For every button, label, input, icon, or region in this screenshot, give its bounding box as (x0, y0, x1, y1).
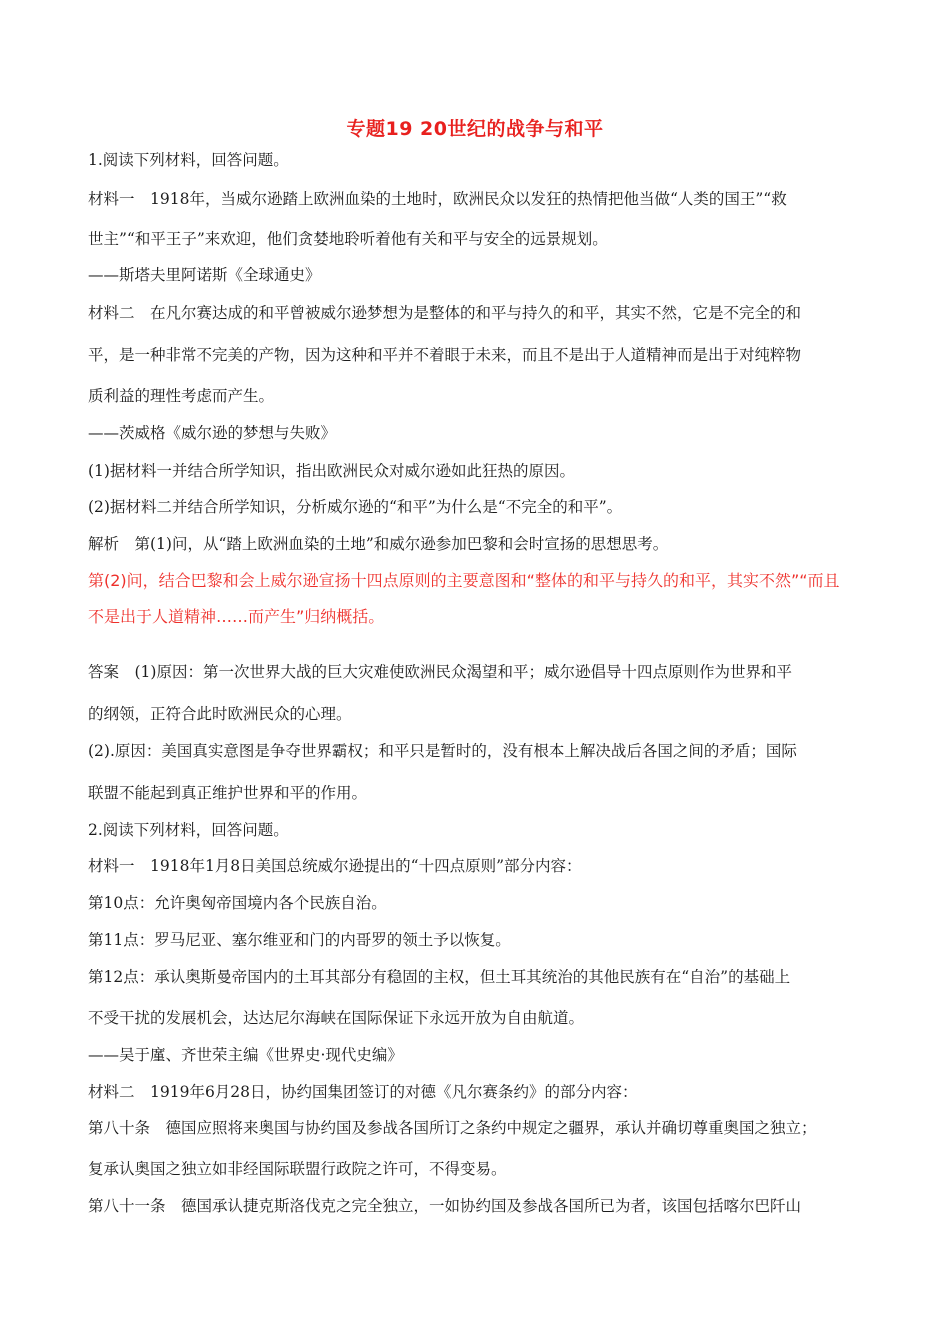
text-line: ——吴于廑、齐世荣主编《世界史·现代史编》 (88, 1046, 403, 1064)
text-line: 材料一 1918年，当威尔逊踏上欧洲血染的土地时，欧洲民众以发狂的热情把他当做“人类的国王”“救 (88, 190, 787, 208)
text-line: 材料二 在凡尔赛达成的和平曾被威尔逊梦想为是整体的和平与持久的和平，其实不然，它是不完全的和 (88, 304, 802, 322)
text-line: 2.阅读下列材料，回答问题。 (88, 821, 289, 839)
answer-line: (2).原因：美国真实意图是争夺世界霸权；和平只是暂时的，没有根本上解决战后各国之间的矛盾；国际 (88, 742, 797, 760)
text-line: 材料一 1918年1月8日美国总统威尔逊提出的“十四点原则”部分内容： (88, 857, 582, 875)
text-line: 世主”“和平王子”来欢迎，他们贪婪地聆听着他有关和平与安全的远景规划。 (88, 230, 608, 248)
text-line: 1.阅读下列材料，回答问题。 (88, 151, 289, 169)
analysis-highlight-line: 不是出于人道精神……而产生”归纳概括。 (88, 607, 385, 626)
answer-line: 联盟不能起到真正维护世界和平的作用。 (88, 784, 368, 802)
text-line: 第八十条 德国应照将来奥国与协约国及参战各国所订之条约中规定之疆界，承认并确切尊重奥国之独立； (88, 1119, 817, 1137)
text-line: 复承认奥国之独立如非经国际联盟行政院之许可，不得变易。 (88, 1160, 507, 1178)
text-line: (1)据材料一并结合所学知识，指出欧洲民众对威尔逊如此狂热的原因。 (88, 462, 575, 480)
text-line: 质利益的理性考虑而产生。 (88, 387, 275, 405)
answer-line: 的纲领，正符合此时欧洲民众的心理。 (88, 705, 352, 723)
text-line: 平，是一种非常不完美的产物，因为这种和平并不着眼于未来，而且不是出于人道精神而是出于对纯粹物 (88, 346, 802, 364)
text-line: 不受干扰的发展机会，达达尼尔海峡在国际保证下永远开放为自由航道。 (88, 1009, 585, 1027)
analysis-line: 解析 第(1)问，从“踏上欧洲血染的土地”和威尔逊参加巴黎和会时宣扬的思想思考。 (88, 535, 669, 553)
text-line: 第八十一条 德国承认捷克斯洛伐克之完全独立，一如协约国及参战各国所已为者，该国包括喀尔巴阡山 (88, 1197, 802, 1215)
document-title: 专题19 20世纪的战争与和平 (346, 118, 604, 140)
text-line: ——斯塔夫里阿诺斯《全球通史》 (88, 266, 321, 284)
text-line: 材料二 1919年6月28日，协约国集团签订的对德《凡尔赛条约》的部分内容： (88, 1083, 638, 1101)
text-line: 第10点：允许奥匈帝国境内各个民族自治。 (88, 894, 387, 912)
text-line: ——茨威格《威尔逊的梦想与失败》 (88, 424, 337, 442)
analysis-highlight-line: 第(2)问，结合巴黎和会上威尔逊宣扬十四点原则的主要意图和“整体的和平与持久的和平，其实不然”“而且 (88, 571, 840, 590)
text-line: (2)据材料二并结合所学知识，分析威尔逊的“和平”为什么是“不完全的和平”。 (88, 498, 623, 516)
text-line: 第11点：罗马尼亚、塞尔维亚和门的内哥罗的领土予以恢复。 (88, 931, 511, 949)
text-line: 第12点：承认奥斯曼帝国内的土耳其部分有稳固的主权，但土耳其统治的其他民族有在“自治”的基础上 (88, 968, 791, 986)
answer-line: 答案 (1)原因：第一次世界大战的巨大灾难使欧洲民众渴望和平；威尔逊倡导十四点原则作为世界和平 (88, 663, 792, 681)
